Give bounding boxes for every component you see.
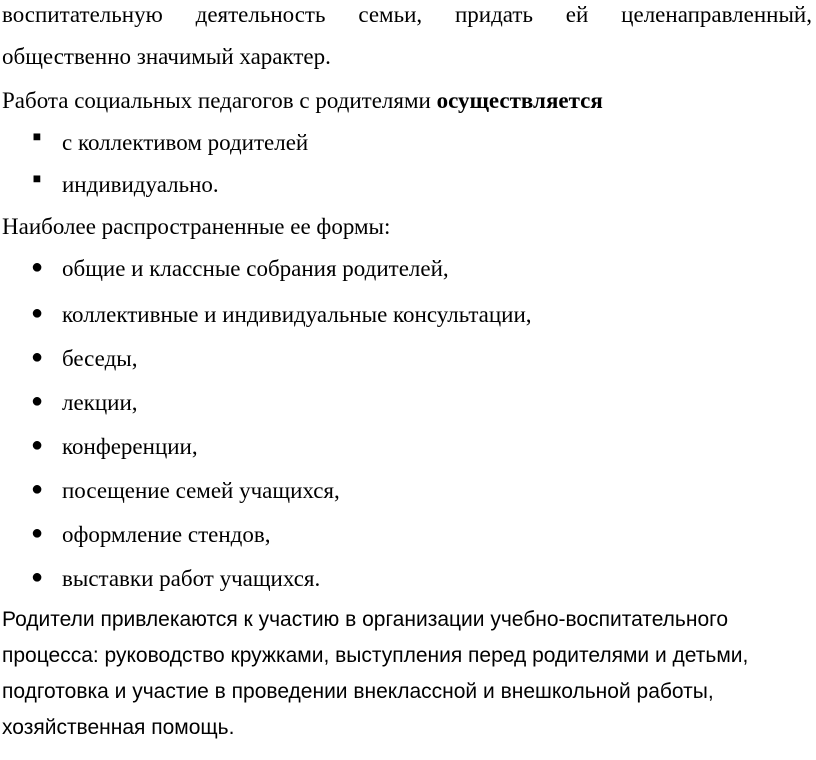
round-bullet-icon: ●	[30, 390, 44, 412]
square-bullet-icon: ■	[32, 172, 42, 187]
paragraph-text: Работа социальных педагогов с родителями	[2, 88, 431, 113]
square-bullet-icon: ■	[32, 130, 42, 145]
forms-heading: Наиболее распространенные ее формы:	[2, 214, 391, 239]
final-paragraph-line: процесса: руководство кружками, выступления перед родителями и детьми,	[2, 644, 749, 667]
final-paragraph-line: хозяйственная помощь.	[2, 716, 235, 739]
round-bullet-icon: ●	[30, 434, 44, 456]
round-bullet-icon: ●	[30, 478, 44, 500]
round-bullet-icon: ●	[30, 566, 44, 588]
paragraph-work	[2, 88, 603, 114]
round-bullet-icon: ●	[30, 302, 44, 324]
paragraph-line: воспитательную деятельность семьи, придать ей целенаправленный,	[2, 2, 812, 27]
round-bullet-icon: ●	[30, 256, 44, 278]
round-bullet-icon: ●	[30, 522, 44, 544]
round-bullet-icon: ●	[30, 346, 44, 368]
paragraph-bold-text: осуществляется	[436, 88, 603, 113]
paragraph-line: общественно значимый характер.	[2, 44, 331, 69]
final-paragraph-line: Родители привлекаются к участию в организации учебно-воспитательного	[2, 608, 729, 631]
final-paragraph-line: подготовка и участие в проведении внеклассной и внешкольной работы,	[2, 680, 714, 703]
